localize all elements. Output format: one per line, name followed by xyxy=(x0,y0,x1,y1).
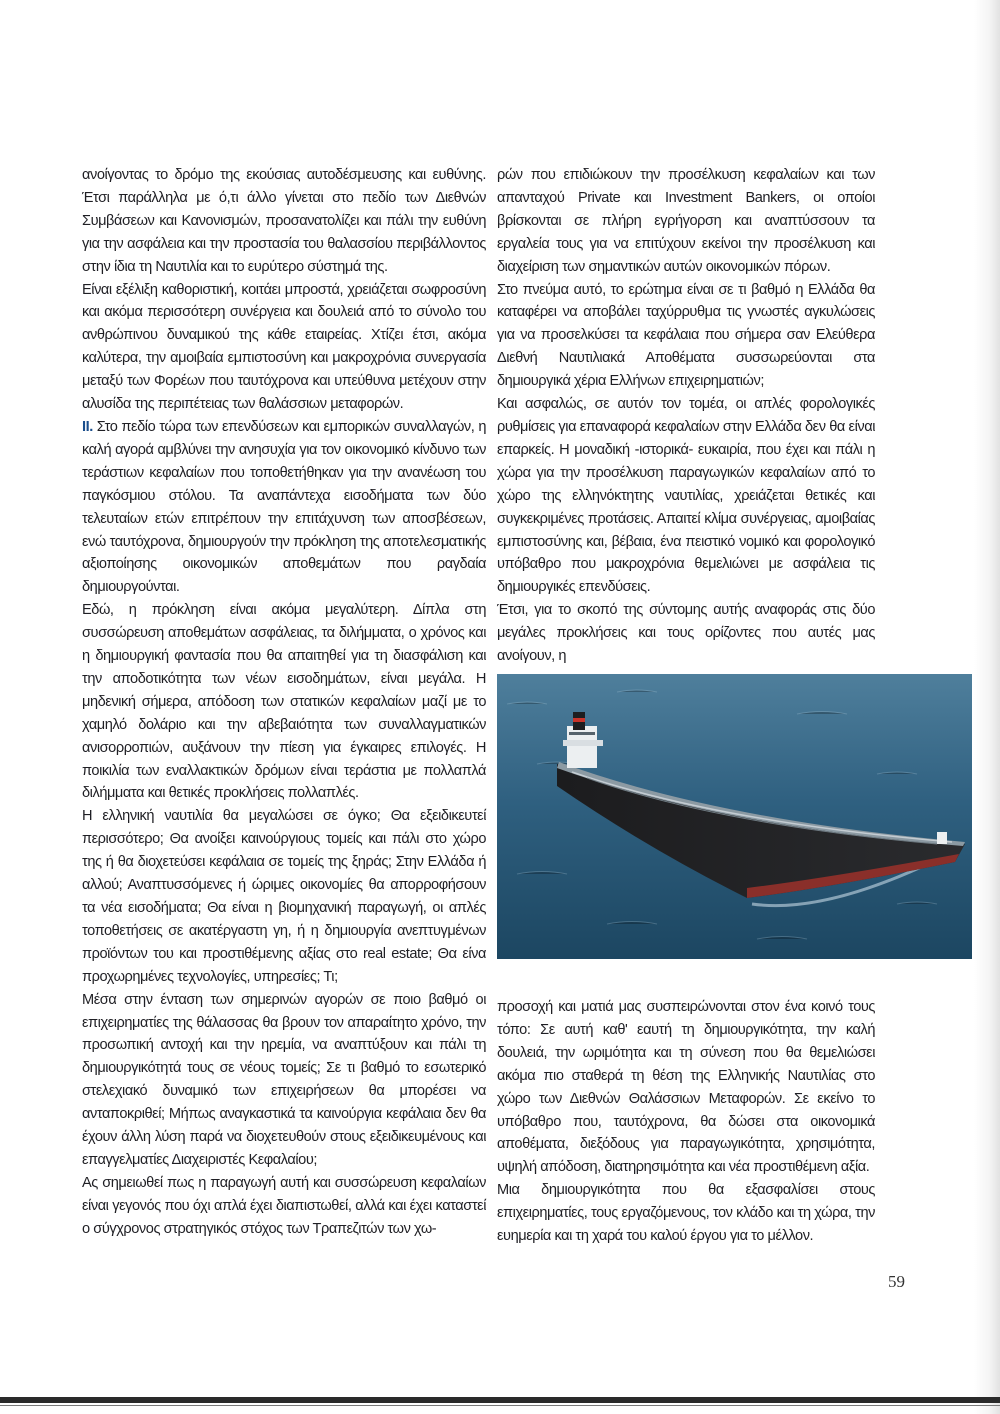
section-numeral: ΙΙ. xyxy=(82,418,93,435)
scan-edge-shadow xyxy=(974,0,1000,1414)
paragraph xyxy=(82,416,486,599)
paragraph: Στο πνεύμα αυτό, το ερώτημα είναι σε τι βαθμό η Ελλάδα θα καταφέρει να αποβάλει ταχύρρυθμα τις γνωστές αγκυλώσεις για να προσελκύσει τα κεφάλαια που σήμερα σαν Ελεύθερα Διεθνή Ναυτιλιακά Αποθέματα συσσωρεύονται στα δημιουργικά χέρια Ελλήνων επιχειρηματιών; xyxy=(497,281,875,390)
page-number: 59 xyxy=(888,1272,905,1291)
paragraph: ανοίγοντας το δρόμο της εκούσιας αυτοδέσμευσης και ευθύνης. Έτσι παράλληλα με ό,τι άλλο γίνεται στο πεδίο των Διεθνών Συμβάσεων και Κανονισμών, προσανατολίζει και πάλι την ευθύνη για την ασφάλεια και την προστασία του θαλασσίου περιβάλλοντος στην ίδια τη Ναυτιλία και το ευρύτερο σύστημά της. xyxy=(82,167,486,275)
bottom-border-thin xyxy=(0,1405,1000,1406)
left-text-column xyxy=(82,164,486,1241)
paragraph: Μια δημιουργικότητα που θα εξασφαλίσει στους επιχειρηματίες, τους εργαζόμενους, τον κλάδο και τη χώρα, την ευημερία και τη χαρά του καλού έργου για το μέλλον. xyxy=(497,1182,875,1245)
paragraph-text: Στο πεδίο τώρα των επενδύσεων και εμπορικών συναλλαγών, η καλή αγορά αμβλύνει την ανησυχία για τον οικονομικό κίνδυνο των τεράστιων κεφαλαίων που τοποθετήθηκαν για την ανανέωση του παγκόσμιου στόλου. Τα αναπάντεχα εισοδήματα των δύο τελευταίων ετών επιτρέπουν την επιτάχυνση των αποσβέσεων, ενώ ταυτόχρονα, δημιουργούν την πρόκληση της αποτελεσματικής αξιοποίησης οικονομικών αποθεμάτων που ραγδαία δημιουργούνται. xyxy=(82,418,486,596)
right-text-column-upper xyxy=(497,164,875,668)
paragraph: προσοχή και ματιά μας συσπειρώνονται στον ένα κοινό τους τόπο: Σε αυτή καθ' εαυτή τη δημιουργικότητα, την καλή δουλειά, την ωριμότητα και τη σύνεση που θα θεμελιώσει ακόμα πιο σταθερά τη θέση της Ελληνικής Ναυτιλίας στο χώρο των Διεθνών Θαλάσσιων Μεταφορών. Σε εκείνο το υπόβαθρο που, ταυτόχρονα, θα δώσει στα οικονομικά αποθέματα, διεξόδους για παραγωγικότητα, χρησιμότητα, υψηλή απόδοση, διατηρησιμότητα και νέα προστιθέμενη αξία. xyxy=(497,999,875,1176)
right-text-column-lower xyxy=(497,996,875,1248)
paragraph: Έτσι, για το σκοπό της σύντομης αυτής αναφοράς στις δύο μεγάλες προκλήσεις και τους ορίζοντες που αυτές μας ανοίγουν, η xyxy=(497,602,875,665)
tanker-ship-photo xyxy=(497,674,972,959)
paragraph: Και ασφαλώς, σε αυτόν τον τομέα, οι απλές φορολογικές ρυθμίσεις για επαναφορά κεφαλαίων στην Ελλάδα δεν θα είναι επαρκείς. Η μοναδική -ιστορικά- ευκαιρία, που έχει και πάλι η χώρα για την προσέλκυση παραγωγικών κεφαλαίων από το χώρο της ελληνόκτητης ναυτιλίας, χρειάζεται θετικές και συγκεκριμένες προτάσεις. Απαιτεί κλίμα συνέργειας, αμοιβαίας εμπιστοσύνης και, βέβαια, ένα πειστικό νομικό και φορολογικό υπόβαθρο που μακροχρόνια θεμελιώνει με ασφάλεια τις δημιουργικές επενδύσεις. xyxy=(497,396,875,596)
paragraph: Μέσα στην ένταση των σημερινών αγορών σε ποιο βαθμό οι επιχειρηματίες της θάλασσας θα βρουν τον απαραίτητο χρόνο, την προσωπική αντοχή και την ηρεμία, να αναπτύξουν και πάλι τη δημιουργικότητά τους σε νέους τομείς; Σε τι βαθμό το εσωτερικό στελεχιακό δυναμικό των επιχειρήσεων θα μπορέσει να ανταποκριθεί; Μήπως αναγκαστικά τα καινούργια κεφάλαια δεν θα έχουν άλλη λύση παρά να διοχετευθούν στους εξειδικευμένους και επαγγελματίες Διαχειριστές Κεφαλαίου; xyxy=(82,991,486,1168)
paragraph: Ας σημειωθεί πως η παραγωγή αυτή και συσσώρευση κεφαλαίων είναι γεγονός που όχι απλά έχει διαπιστωθεί, αλλά και έχει καταστεί ο σύγχρονος στρατηγικός στόχος των Τραπεζιτών των χω- xyxy=(82,1174,486,1237)
paragraph: Εδώ, η πρόκληση είναι ακόμα μεγαλύτερη. Δίπλα στη συσσώρευση αποθεμάτων ασφάλειας, τα διλήμματα, ο χρόνος και η δημιουργική φαντασία που θα απαιτηθεί για τη διασφάλιση και την αποδοτικότητα των νέων εισοδημάτων, είναι μεγάλα. Η μηδενική σήμερα, απόδοση των στατικών κεφαλαίων μαζί με το χαμηλό δολάριο και την αβεβαιότητα των συναλλαγματικών ανισορροπιών, αυξάνουν την πίεση για έγκαιρες επιλογές. Η ποικιλία των εναλλακτικών δρόμων είναι τεράστια με πολλαπλά διλήμματα και θετικές προκλήσεις πολλαπλές. xyxy=(82,602,486,802)
bottom-border xyxy=(0,1397,1000,1403)
paragraph: Είναι εξέλιξη καθοριστική, κοιτάει μπροστά, χρειάζεται σωφροσύνη και ακόμα περισσότερη συνέργεια και δουλειά από το σύνολο του ανθρώπινου δυναμικού της κάθε εταιρείας. Χτίζει έτσι, ακόμα καλύτερα, την αμοιβαία εμπιστοσύνη και μακροχρόνια συνεργασία μεταξύ των Φορέων που ταυτόχρονα και υπεύθυνα μετέχουν στην αλυσίδα της περιπέτειας των θαλάσσιων μεταφορών. xyxy=(82,281,486,413)
paragraph: Η ελληνική ναυτιλία θα μεγαλώσει σε όγκο; Θα εξειδικευτεί περισσότερο; Θα ανοίξει καινούργιους τομείς και πάλι στο χώρο της ή θα διοχετεύσει κεφάλαια σε τομείς της ξηράς; Στην Ελλάδα ή αλλού; Αναπτυσσόμενες ή ώριμες οικονομίες θα απορροφήσουν τα νέα εισοδήματα; Θα είναι η βιομηχανική παραγωγή, οι απλές τοποθετήσεις σε ακατέργαστη γη, ή η δημιουργία ανεπτυγμένων προϊόντων του και προστιθέμενης αξίας στο real estate; Θα είνα προχωρημένες τεχνολογίες, υπηρεσίες; Τι; xyxy=(82,808,486,985)
paragraph: ρών που επιδιώκουν την προσέλκυση κεφαλαίων και των απανταχού Private και Investment Bankers, οι οποίοι βρίσκονται σε πλήρη εγρήγορση και αναπτύσσουν τα εργαλεία τους για να επιτύχουν εκείνοι την προσέλκυση και διαχείριση των σημαντικών αυτών οικονομικών πόρων. xyxy=(497,167,875,275)
